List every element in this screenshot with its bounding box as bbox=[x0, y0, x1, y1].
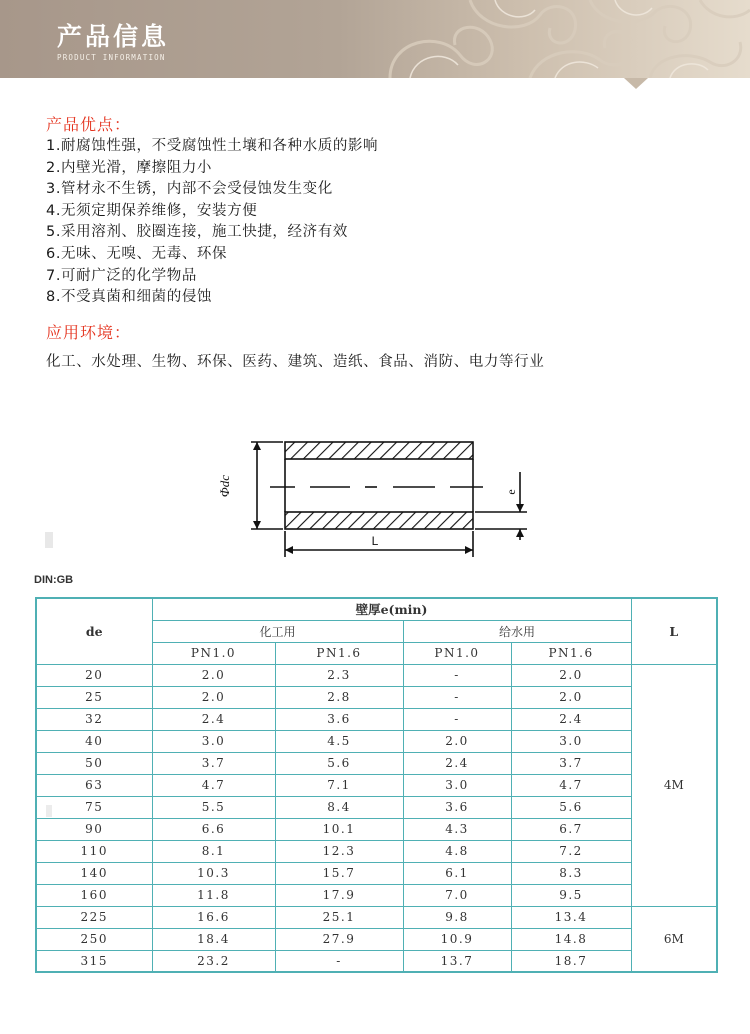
page-subtitle: PRODUCT INFORMATION bbox=[57, 53, 166, 62]
cell-de: 140 bbox=[36, 862, 152, 884]
length-label: L bbox=[371, 534, 379, 548]
table-row bbox=[36, 686, 717, 708]
page-title: 产品信息 bbox=[57, 22, 170, 51]
standard-label: DIN:GB bbox=[34, 574, 74, 586]
cell-value: 2.8 bbox=[275, 686, 403, 708]
cell-value: 18.4 bbox=[152, 928, 275, 950]
header-water: 给水用 bbox=[403, 620, 631, 642]
cell-de: 63 bbox=[36, 774, 152, 796]
application-text: 化工、水处理、生物、环保、医药、建筑、造纸、食品、消防、电力等行业 bbox=[46, 354, 545, 370]
cell-value: 9.5 bbox=[511, 884, 631, 906]
cell-de: 250 bbox=[36, 928, 152, 950]
cell-de: 40 bbox=[36, 730, 152, 752]
table-row bbox=[36, 862, 717, 884]
cell-de: 75 bbox=[36, 796, 152, 818]
cell-value: 23.2 bbox=[152, 950, 275, 972]
cell-de: 315 bbox=[36, 950, 152, 972]
cell-value: 9.8 bbox=[403, 906, 511, 928]
cell-value: 13.4 bbox=[511, 906, 631, 928]
header-banner bbox=[0, 0, 750, 78]
banner-pointer-icon bbox=[624, 78, 648, 90]
cell-de: 225 bbox=[36, 906, 152, 928]
cell-value: 2.4 bbox=[511, 708, 631, 730]
header-L: L bbox=[631, 598, 717, 664]
list-item: 7.可耐广泛的化学物品 bbox=[46, 267, 197, 284]
cell-value: 10.9 bbox=[403, 928, 511, 950]
table-row bbox=[36, 928, 717, 950]
list-item: 2.内壁光滑，摩擦阻力小 bbox=[46, 159, 213, 176]
cell-value: 2.0 bbox=[403, 730, 511, 752]
table-row bbox=[36, 796, 717, 818]
cell-value: 25.1 bbox=[275, 906, 403, 928]
wall-label: e bbox=[504, 489, 518, 495]
cell-value: 6.6 bbox=[152, 818, 275, 840]
cell-de: 50 bbox=[36, 752, 152, 774]
list-item: 6.无味、无嗅、无毒、环保 bbox=[46, 245, 228, 262]
table-row bbox=[36, 884, 717, 906]
cell-value: 10.1 bbox=[275, 818, 403, 840]
cell-de: 160 bbox=[36, 884, 152, 906]
pn-header: PN1.6 bbox=[511, 642, 631, 664]
list-item: 5.采用溶剂、胶圈连接，施工快捷，经济有效 bbox=[46, 224, 348, 241]
cell-de: 20 bbox=[36, 664, 152, 686]
cell-value: 4.3 bbox=[403, 818, 511, 840]
cell-value: 6.1 bbox=[403, 862, 511, 884]
cell-value: 3.6 bbox=[403, 796, 511, 818]
pn-header: PN1.0 bbox=[152, 642, 275, 664]
cloud-pattern-icon bbox=[350, 0, 750, 78]
cell-value: 27.9 bbox=[275, 928, 403, 950]
cell-value: 12.3 bbox=[275, 840, 403, 862]
cell-value: 4.7 bbox=[152, 774, 275, 796]
header-chem: 化工用 bbox=[152, 620, 403, 642]
cell-value: 3.0 bbox=[403, 774, 511, 796]
cell-value: 6.7 bbox=[511, 818, 631, 840]
cell-value: 13.7 bbox=[403, 950, 511, 972]
cell-value: 8.3 bbox=[511, 862, 631, 884]
cell-value: - bbox=[403, 686, 511, 708]
cell-value: - bbox=[275, 950, 403, 972]
advantages-list bbox=[46, 136, 378, 309]
application-heading: 应用环境： bbox=[46, 323, 132, 342]
cell-value: 7.0 bbox=[403, 884, 511, 906]
advantages-heading: 产品优点： bbox=[46, 115, 132, 134]
list-item: 8.不受真菌和细菌的侵蚀 bbox=[46, 289, 213, 306]
pn-header: PN1.0 bbox=[403, 642, 511, 664]
cell-de: 110 bbox=[36, 840, 152, 862]
cell-L-6m: 6M bbox=[631, 906, 717, 972]
cell-value: 14.8 bbox=[511, 928, 631, 950]
list-item: 3.管材永不生锈，内部不会受侵蚀发生变化 bbox=[46, 181, 333, 198]
cell-value: 17.9 bbox=[275, 884, 403, 906]
cell-value: 10.3 bbox=[152, 862, 275, 884]
cell-value: 8.4 bbox=[275, 796, 403, 818]
cell-L-4m: 4M bbox=[631, 664, 717, 906]
cell-value: 3.0 bbox=[511, 730, 631, 752]
cell-value: 18.7 bbox=[511, 950, 631, 972]
cell-value: 2.4 bbox=[403, 752, 511, 774]
cell-value: 4.7 bbox=[511, 774, 631, 796]
cell-value: 2.0 bbox=[152, 686, 275, 708]
cell-de: 90 bbox=[36, 818, 152, 840]
cell-value: 7.1 bbox=[275, 774, 403, 796]
table-row bbox=[36, 950, 717, 972]
pipe-diagram bbox=[215, 432, 535, 562]
cell-value: - bbox=[403, 708, 511, 730]
header-de: de bbox=[36, 598, 152, 664]
pn-header: PN1.6 bbox=[275, 642, 403, 664]
cell-value: 5.6 bbox=[275, 752, 403, 774]
cell-value: 11.8 bbox=[152, 884, 275, 906]
cell-value: 2.0 bbox=[152, 664, 275, 686]
cell-value: 3.7 bbox=[511, 752, 631, 774]
cell-de: 25 bbox=[36, 686, 152, 708]
cell-value: 4.5 bbox=[275, 730, 403, 752]
scan-mark bbox=[45, 532, 53, 548]
cell-value: 3.6 bbox=[275, 708, 403, 730]
spec-table bbox=[35, 597, 718, 973]
cell-value: 5.6 bbox=[511, 796, 631, 818]
table-row bbox=[36, 730, 717, 752]
cell-value: 16.6 bbox=[152, 906, 275, 928]
table-row bbox=[36, 708, 717, 730]
cell-value: 3.0 bbox=[152, 730, 275, 752]
cell-value: 4.8 bbox=[403, 840, 511, 862]
header-wall: 壁厚e(min) bbox=[152, 598, 631, 620]
table-row bbox=[36, 774, 717, 796]
list-item: 1.耐腐蚀性强，不受腐蚀性土壤和各种水质的影响 bbox=[46, 138, 379, 154]
table-row bbox=[36, 818, 717, 840]
table-row bbox=[36, 840, 717, 862]
table-row bbox=[36, 664, 717, 686]
diameter-label: Φdc bbox=[217, 474, 232, 498]
table-row bbox=[36, 752, 717, 774]
cell-value: 3.7 bbox=[152, 752, 275, 774]
cell-value: 2.4 bbox=[152, 708, 275, 730]
list-item: 4.无须定期保养维修，安装方便 bbox=[46, 202, 258, 219]
cell-value: 2.3 bbox=[275, 664, 403, 686]
cell-value: 7.2 bbox=[511, 840, 631, 862]
cell-de: 32 bbox=[36, 708, 152, 730]
cell-value: 8.1 bbox=[152, 840, 275, 862]
table-row bbox=[36, 906, 717, 928]
cell-value: 15.7 bbox=[275, 862, 403, 884]
cell-value: 2.0 bbox=[511, 664, 631, 686]
cell-value: 5.5 bbox=[152, 796, 275, 818]
cell-value: - bbox=[403, 664, 511, 686]
cell-value: 2.0 bbox=[511, 686, 631, 708]
